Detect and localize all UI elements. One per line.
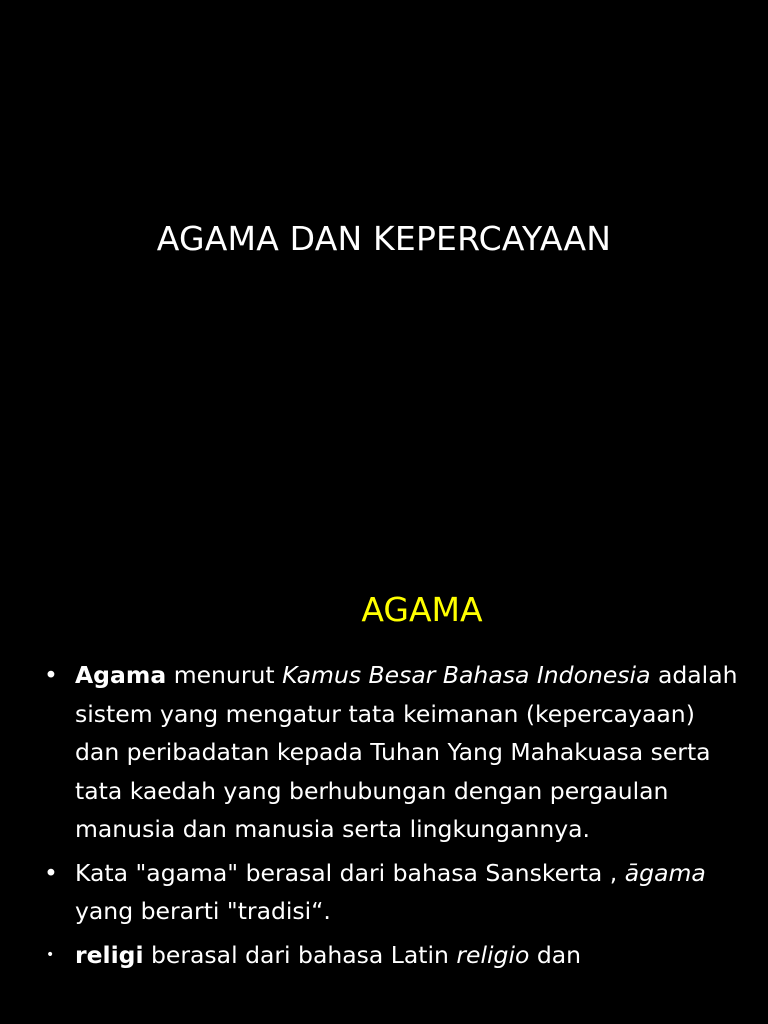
bullet-text: adalah sistem yang mengatur tata keimanan (kepercayaan) dan peribadatan kepada Tuhan Yang Mahakuasa serta tata kaedah yang berhubungan dengan pergaulan manusia dan manusia serta lingkungannya. <box>75 661 738 843</box>
bullet-item <box>44 854 744 931</box>
term-bold: religi <box>75 940 144 969</box>
bullet-text: menurut <box>166 661 283 689</box>
bullet-item <box>44 656 744 849</box>
term-bold: Agama <box>75 661 167 689</box>
bullet-list <box>44 656 744 979</box>
bullet-text: Kata "agama" berasal dari bahasa Sanskerta , <box>75 858 625 887</box>
bullet-icon: • <box>44 858 58 887</box>
slide-title: AGAMA DAN KEPERCAYAAN <box>156 219 612 258</box>
bullet-item <box>44 936 744 975</box>
bullet-text: berasal dari bahasa Latin <box>143 940 457 969</box>
term-italic: religio <box>456 940 530 969</box>
bullet-icon: • <box>44 661 58 689</box>
source-italic: Kamus Besar Bahasa Indonesia <box>282 661 651 689</box>
bullet-text: dan <box>529 940 582 969</box>
bullet-text: yang berarti "tradisi“. <box>75 897 331 925</box>
term-italic: āgama <box>624 858 706 887</box>
bullet-icon: • <box>46 946 55 963</box>
slide-2 <box>0 576 768 1024</box>
slide-heading: AGAMA <box>361 590 483 629</box>
